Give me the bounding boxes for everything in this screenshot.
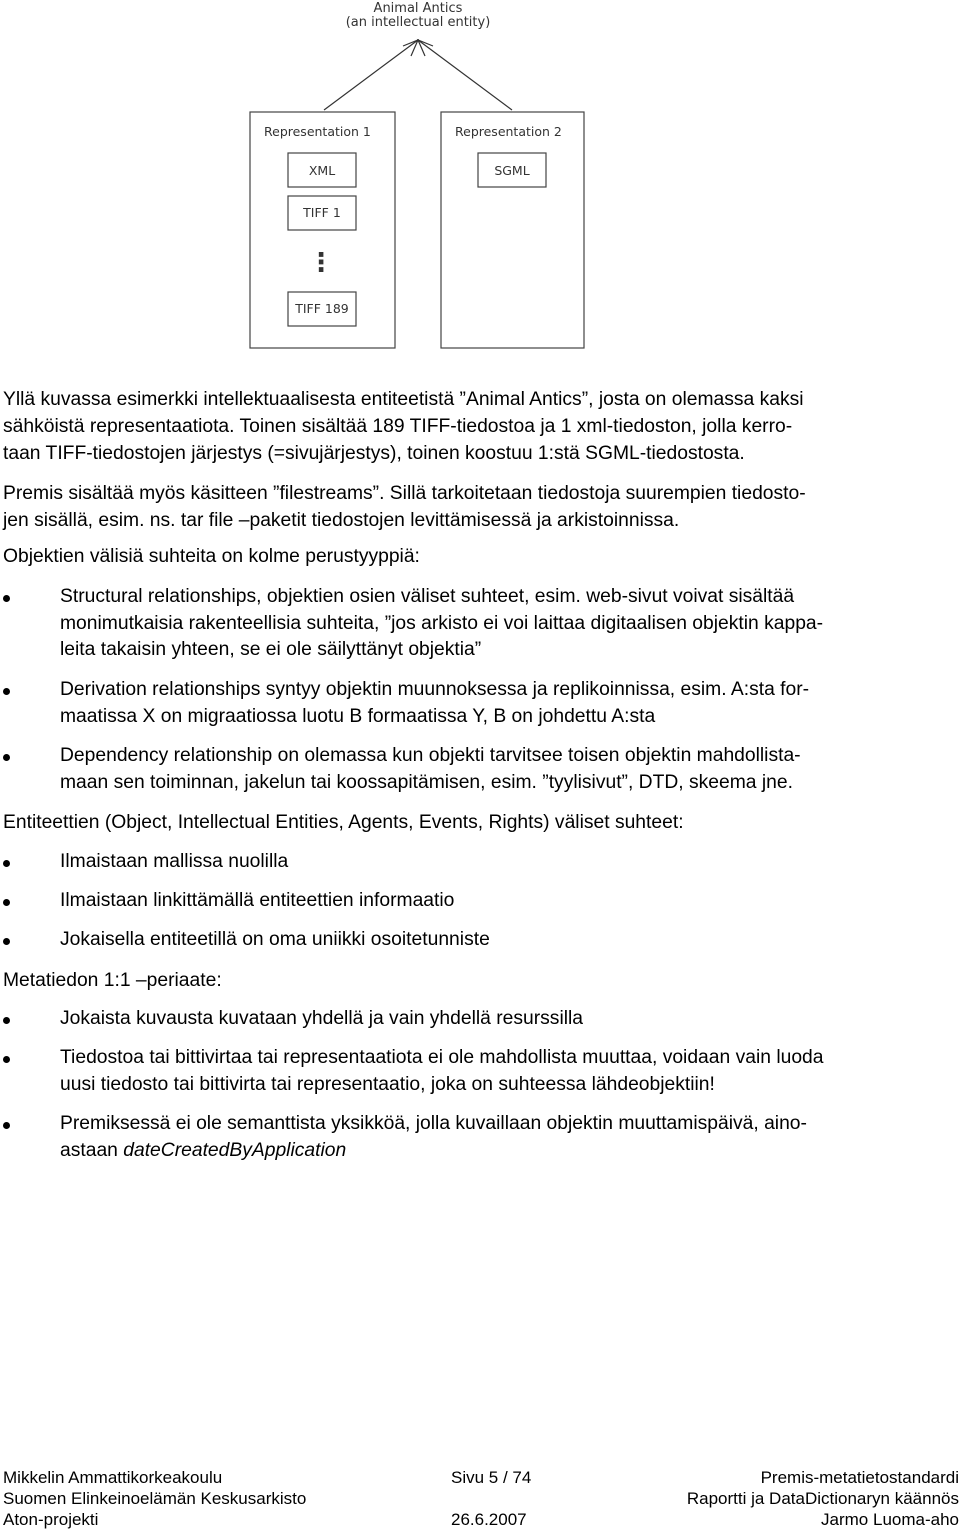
bullet-icon	[3, 754, 10, 761]
footer-project: Aton-projekti	[3, 1510, 99, 1529]
arrow-to-rep2	[418, 40, 512, 110]
text-line: maan sen toiminnan, jakelun tai koossapitämisen, esim. ”tyylisivut”, DTD, skeema jne.	[60, 771, 793, 793]
text-line: monimutkaisia rakenteellisia suhteita, ”jos arkisto ei voi laittaa digitaalisen objektin kappa-	[60, 612, 824, 634]
representation-1-title: Representation 1	[264, 124, 371, 139]
bullet-icon	[3, 1056, 10, 1063]
footer-date: 26.6.2007	[451, 1510, 527, 1529]
paragraph-relationship-types: Objektien välisiä suhteita on kolme perustyyppiä:	[3, 546, 420, 567]
footer-author: Jarmo Luoma-aho	[821, 1510, 959, 1529]
text-fragment: astaan	[60, 1139, 124, 1161]
footer-document-title: Premis-metatietostandardi	[760, 1468, 959, 1487]
ellipsis-vertical-icon: ⋮	[308, 248, 334, 278]
paragraph-intro	[3, 386, 954, 467]
text-line: Structural relationships, objektien osien väliset suhteet, esim. web-sivut voivat sisältää	[60, 586, 795, 607]
list-item-text: Jokaista kuvausta kuvataan yhdellä ja vain yhdellä resurssilla	[60, 1008, 584, 1029]
xml-file-label: XML	[308, 163, 336, 178]
bullet-icon	[3, 860, 10, 867]
text-line: uusi tiedosto tai bittivirta tai representaatio, joka on suhteessa lähdeobjektiin!	[60, 1073, 715, 1095]
text-line: Dependency relationship on olemassa kun objekti tarvitsee toisen objektin mahdollista-	[60, 745, 801, 766]
bullet-icon	[3, 1017, 10, 1024]
representation-2-box	[441, 112, 584, 348]
bullet-icon	[3, 938, 10, 945]
sgml-file-label: SGML	[494, 163, 530, 178]
representation-2-title: Representation 2	[455, 124, 562, 139]
list-item-text: Jokaisella entiteetillä on oma uniikki osoitetunniste	[60, 929, 490, 950]
list-item-text: Ilmaistaan linkittämällä entiteettien informaatio	[60, 890, 455, 911]
text-line: sähköistä representaatiota. Toinen sisältää 189 TIFF-tiedostoa ja 1 xml-tiedoston, jolla kerro-	[3, 416, 793, 437]
bullet-icon	[3, 595, 10, 602]
text-line	[60, 1138, 954, 1165]
representation-diagram	[0, 0, 960, 360]
text-line: taan TIFF-tiedostojen järjestys (=sivujärjestys), toinen koostuu 1:stä SGML-tiedostosta.	[3, 443, 745, 464]
text-line: jen sisällä, esim. ns. tar file –paketit tiedostojen levittämisessä ja arkistoinnissa.	[3, 510, 680, 531]
text-line: maatissa X on migraatiossa luotu B formaatissa Y, B on johdettu A:sta	[60, 705, 656, 727]
text-line: Tiedostoa tai bittivirtaa tai representaatiota ei ole mahdollista muuttaa, voidaan vain luoda	[60, 1047, 824, 1068]
text-line: Derivation relationships syntyy objektin muunnoksessa ja replikoinnissa, esim. A:sta for-	[60, 679, 810, 700]
text-line: Premis sisältää myös käsitteen ”filestreams”. Sillä tarkoitetaan tiedostoja suurempien tiedosto-	[3, 483, 806, 504]
footer-report-type: Raportti ja DataDictionaryn käännös	[686, 1489, 959, 1508]
bullet-icon	[3, 1122, 10, 1129]
arrow-to-rep1	[324, 40, 418, 110]
tiff-189-file-label: TIFF 189	[295, 301, 349, 316]
bullet-icon	[3, 688, 10, 695]
text-line: Premiksessä ei ole semanttista yksikköä, jolla kuvaillaan objektin muuttamispäivä, aino-	[60, 1113, 807, 1134]
root-entity-subtitle: (an intellectual entity)	[345, 15, 491, 30]
footer-institution: Mikkelin Ammattikorkeakoulu	[3, 1468, 223, 1487]
text-line: Yllä kuvassa esimerkki intellektuaalisesta entiteetistä ”Animal Antics”, josta on olemassa kaksi	[3, 389, 804, 410]
paragraph-filestreams	[3, 480, 954, 534]
tiff-1-file-label: TIFF 1	[303, 205, 341, 220]
root-entity-title: Animal Antics	[373, 1, 463, 16]
text-line: leita takaisin yhteen, se ei ole säilyttänyt objektia”	[60, 639, 482, 660]
footer-organization: Suomen Elinkeinoelämän Keskusarkisto	[3, 1489, 307, 1508]
footer-page-number: Sivu 5 / 74	[451, 1468, 532, 1487]
paragraph-entity-relations: Entiteettien (Object, Intellectual Entities, Agents, Events, Rights) väliset suhteet:	[3, 812, 684, 833]
italic-term: dateCreatedByApplication	[123, 1139, 347, 1161]
list-item-text: Ilmaistaan mallissa nuolilla	[60, 851, 289, 872]
paragraph-one-to-one: Metatiedon 1:1 –periaate:	[3, 970, 222, 991]
bullet-icon	[3, 899, 10, 906]
